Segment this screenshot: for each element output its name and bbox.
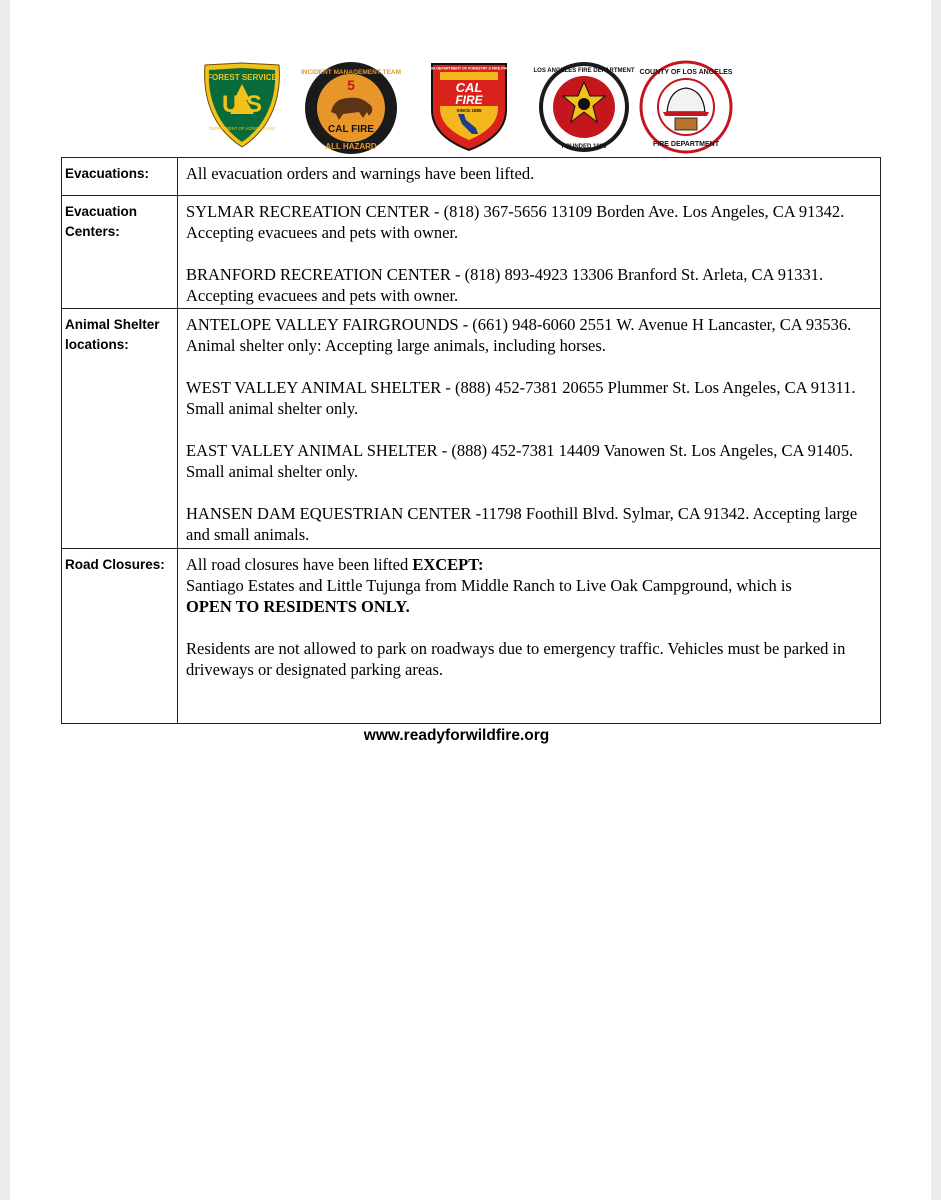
evacuation-centers-content (178, 196, 881, 309)
road-closures-label-text: Road Closures: (65, 557, 165, 572)
evacuations-content (178, 158, 881, 196)
animal-shelter-west-valley: WEST VALLEY ANIMAL SHELTER - (888) 452-7381 20655 Plummer St. Los Angeles, CA 91311. Small animal shelter only. (186, 378, 856, 418)
animal-shelter-antelope-valley: ANTELOPE VALLEY FAIRGROUNDS - (661) 948-6060 2551 W. Avenue H Lancaster, CA 93536. Animal shelter only: Accepting large animals, including horses. (186, 315, 852, 355)
lacofd-logo-bottom-text: FIRE DEPARTMENT (653, 141, 719, 148)
website-link[interactable]: www.readyforwildfire.org (363, 727, 550, 744)
road-closures-content (178, 549, 881, 724)
lafd-logo-bottom-text: FOUNDED 1886 (561, 144, 607, 150)
forest-service-logo (199, 60, 285, 150)
road-closures-lead: All road closures have been lifted (186, 555, 413, 574)
lafd-logo (533, 60, 635, 154)
evacuations-text: All evacuation orders and warnings have been lifted. (186, 164, 535, 183)
forest-service-logo-main-text: U S (221, 91, 263, 118)
la-county-fire-logo (637, 60, 735, 154)
animal-shelter-east-valley: EAST VALLEY ANIMAL SHELTER - (888) 452-7381 14409 Vanowen St. Los Angeles, CA 91405. Small animal shelter only. (186, 441, 854, 481)
evacuation-center-branford: BRANFORD RECREATION CENTER - (818) 893-4923 13306 Branford St. Arleta, CA 91331. Accepting evacuees and pets with owner. (186, 265, 824, 305)
agency-logos (10, 60, 931, 156)
forest-service-logo-top-text: FOREST SERVICE (207, 73, 277, 82)
lacofd-logo-top-text: COUNTY OF LOS ANGELES (639, 69, 733, 76)
animal-shelters-label-line1: Animal Shelter (65, 317, 160, 332)
cal-fire-logo-cal-text: CAL (455, 80, 483, 95)
imt-logo-number: 5 (347, 77, 355, 93)
evacuations-row (62, 158, 881, 196)
animal-shelter-hansen-dam: HANSEN DAM EQUESTRIAN CENTER -11798 Foothill Blvd. Sylmar, CA 91342. Accepting large and small animals. (186, 504, 858, 544)
imt-logo-top-text: INCIDENT MANAGEMENT TEAM (300, 69, 402, 76)
animal-shelters-label (62, 309, 178, 549)
incident-management-team-logo (301, 60, 401, 156)
evacuations-label-text: Evacuations: (65, 166, 150, 181)
evacuation-centers-row (62, 196, 881, 309)
info-table (61, 157, 881, 724)
cal-fire-logo (413, 60, 525, 152)
imt-logo-bottom-text: ALL HAZARD (325, 142, 377, 151)
cal-fire-logo-top-text: CALIFORNIA DEPARTMENT OF FORESTRY & FIRE PROTECTION (413, 66, 525, 71)
road-closures-detail: Santiago Estates and Little Tujunga from Middle Ranch to Live Oak Campground, which is (186, 576, 792, 595)
evacuation-center-sylmar: SYLMAR RECREATION CENTER - (818) 367-5656 13109 Borden Ave. Los Angeles, CA 91342. Accepting evacuees and pets with owner. (186, 202, 845, 242)
evacuation-centers-label-line1: Evacuation (65, 204, 138, 219)
animal-shelters-label-line2: locations: (65, 337, 129, 352)
road-closures-residents-only: OPEN TO RESIDENTS ONLY. (186, 597, 410, 616)
animal-shelters-row (62, 309, 881, 549)
road-closures-main (186, 554, 872, 617)
forest-service-logo-bottom-text: DEPARTMENT OF AGRICULTURE (209, 126, 275, 131)
cal-fire-logo-fire-text: FIRE (455, 93, 483, 107)
lafd-logo-top-text: LOS ANGELES FIRE DEPARTMENT (533, 68, 635, 74)
road-closures-except: EXCEPT: (412, 555, 484, 574)
cal-fire-logo-since-text: SINCE 1885 (456, 108, 482, 113)
page (10, 0, 931, 1200)
animal-shelters-content (178, 309, 881, 549)
website-footer (10, 727, 931, 745)
road-closures-note: Residents are not allowed to park on roadways due to emergency traffic. Vehicles must be parked in driveways or designated parking areas. (186, 639, 846, 679)
imt-logo-cal-fire-text: CAL FIRE (328, 124, 374, 135)
evacuations-label (62, 158, 178, 196)
evacuation-centers-label (62, 196, 178, 309)
evacuation-centers-label-line2: Centers: (65, 224, 120, 239)
road-closures-label (62, 549, 178, 724)
road-closures-row (62, 549, 881, 724)
